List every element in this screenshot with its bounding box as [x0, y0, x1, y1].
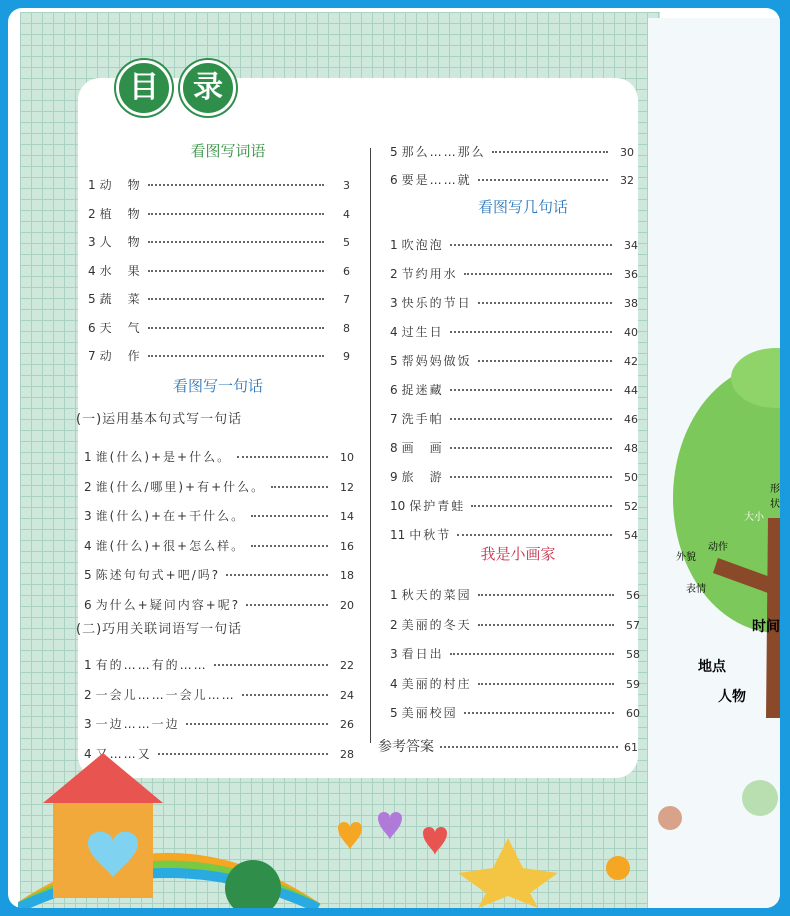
house-roof	[43, 753, 163, 803]
toc-entry-label: 陈述句句式+吧/吗?	[95, 568, 221, 582]
tree-illustration	[648, 18, 780, 908]
toc-entry-label: 谁(什么)+是+什么。	[95, 450, 232, 464]
toc-entry-number: 3	[88, 235, 96, 249]
toc-entry-number: 3	[390, 647, 398, 661]
leader-dots	[464, 273, 612, 275]
toc-entry-page: 9	[343, 350, 350, 363]
toc-entry-page: 6	[343, 264, 350, 278]
toc-entry	[88, 319, 350, 336]
toc-entry-number: 6	[390, 383, 398, 397]
toc-entry-label: 动 作	[99, 349, 142, 363]
tree-label-place: 地点	[698, 659, 726, 675]
toc-entry	[390, 323, 638, 340]
sub-title-basic: (一)运用基本句式写一句话	[76, 412, 243, 427]
toc-entry-label: 要是……就	[401, 173, 472, 187]
toc-entry-label: 美丽校园	[401, 706, 458, 720]
toc-entry	[390, 439, 638, 456]
toc-entry	[88, 205, 350, 222]
toc-entry-label: 旅 游	[401, 470, 444, 484]
toc-entry	[84, 656, 354, 673]
toc-entry	[390, 410, 638, 427]
toc-entry-page: 22	[340, 659, 354, 672]
toc-entry-page: 50	[624, 471, 638, 484]
heart-decoration	[423, 827, 447, 855]
toc-entry-page: 59	[626, 677, 640, 691]
toc-entry	[390, 171, 634, 188]
toc-entry-label: 谁(什么/哪里)+有+什么。	[95, 479, 266, 494]
leader-dots	[457, 534, 612, 536]
tree-label-time: 时间	[752, 619, 780, 635]
toc-entry-page: 40	[624, 326, 638, 339]
toc-entry-page: 52	[624, 500, 638, 513]
toc-entry-page: 24	[340, 688, 354, 702]
toc-entry-number: 8	[390, 441, 398, 455]
toc-entry-number: 7	[88, 349, 96, 363]
toc-entry	[390, 645, 640, 662]
toc-entry-number: 4	[88, 263, 96, 278]
leader-dots	[271, 486, 328, 488]
leader-dots	[148, 213, 324, 215]
toc-entry	[84, 715, 354, 732]
leader-dots	[478, 624, 614, 626]
leader-dots	[471, 505, 612, 507]
toc-entry-page: 8	[343, 321, 350, 335]
toc-entry	[88, 290, 350, 307]
leader-dots	[251, 545, 328, 547]
toc-entry-label: 美丽的冬天	[401, 617, 472, 632]
toc-entry	[390, 352, 638, 369]
tree-label-expression: 表情	[686, 584, 706, 595]
tree-label-size: 大小	[744, 512, 764, 523]
toc-entry	[390, 265, 638, 282]
toc-entry	[390, 526, 638, 543]
toc-entry	[390, 586, 640, 603]
toc-entry-label: 植 物	[99, 206, 142, 221]
toc-entry-number: 4	[390, 676, 398, 691]
toc-entry-page: 3	[343, 179, 350, 192]
toc-entry-page: 58	[626, 648, 640, 661]
toc-entry	[84, 686, 354, 703]
toc-entry	[84, 566, 354, 583]
leader-dots	[464, 712, 614, 714]
book-page-photo	[8, 8, 780, 908]
toc-entry-page: 26	[340, 718, 354, 731]
toc-entry	[84, 596, 354, 613]
toc-entry-page: 44	[624, 384, 638, 397]
toc-entry-number: 2	[390, 617, 398, 632]
toc-entry-label: 帮妈妈做饭	[401, 354, 472, 368]
toc-entry-number: 6	[390, 173, 398, 187]
toc-entry-label: 天 气	[99, 320, 142, 335]
toc-entry-label: 一边……一边	[95, 717, 180, 731]
toc-entry	[88, 176, 350, 193]
toc-entry-number: 5	[84, 568, 92, 582]
toc-entry-page: 10	[340, 451, 354, 464]
toc-entry-number: 3	[390, 296, 398, 310]
toc-entry-page: 20	[340, 598, 354, 612]
toc-entry-label: 节约用水	[401, 267, 458, 281]
toc-entry-number: 4	[390, 325, 398, 339]
toc-entry-number: 1	[390, 238, 398, 252]
toc-entry-page: 4	[343, 207, 350, 221]
toc-entry-page: 28	[340, 747, 354, 761]
flower	[606, 856, 630, 880]
toc-entry-label: 中秋节	[409, 528, 452, 542]
toc-entry-number: 5	[390, 706, 398, 720]
toc-entry-label: 有的……有的……	[95, 658, 208, 672]
toc-entry-label: 动 物	[99, 178, 142, 192]
column-divider	[370, 148, 371, 743]
leader-dots	[148, 327, 324, 329]
leader-dots	[148, 270, 324, 272]
toc-entry-page: 48	[624, 442, 638, 455]
leader-dots	[148, 241, 324, 243]
leader-dots	[478, 594, 614, 596]
toc-entry	[390, 704, 640, 721]
toc-entry-label: 画 画	[401, 441, 444, 455]
leader-dots	[251, 515, 328, 517]
toc-entry-page: 56	[626, 589, 640, 602]
toc-entry-page: 57	[626, 618, 640, 632]
tree-label-shape: 形状	[770, 484, 780, 510]
leader-dots	[450, 389, 612, 391]
right-page	[648, 18, 780, 908]
toc-entry-label: 过生日	[401, 325, 444, 339]
toc-entry-number: 9	[390, 470, 398, 484]
toc-entry	[84, 507, 354, 524]
toc-entry	[84, 448, 354, 465]
toc-entry-number: 2	[84, 687, 92, 702]
toc-entry-number: 6	[88, 320, 96, 335]
title-char-1: 目	[116, 60, 172, 116]
leader-dots	[226, 574, 328, 576]
leader-dots	[237, 456, 328, 458]
leader-dots	[450, 447, 612, 449]
toc-entry-page: 18	[340, 569, 354, 582]
toc-entry-number: 4	[84, 538, 92, 553]
toc-entry-number: 1	[88, 178, 96, 192]
toc-entry-label: 谁(什么)+在+干什么。	[95, 509, 246, 523]
leader-dots	[450, 418, 612, 420]
toc-entry-label: 谁(什么)+很+怎么样。	[95, 538, 246, 553]
heart-decoration	[338, 822, 362, 850]
toc-entry-label: 秋天的菜园	[401, 588, 472, 602]
heart-decoration	[378, 812, 402, 840]
toc-entry	[390, 468, 638, 485]
leader-dots	[450, 476, 612, 478]
toc-entry	[390, 616, 640, 633]
toc-entry	[88, 262, 350, 279]
leader-dots	[478, 683, 614, 685]
toc-entry-label: 又……又	[95, 746, 152, 761]
toc-entry-page: 32	[620, 174, 634, 187]
leader-dots	[450, 331, 612, 333]
section-title-art: 我是小画家	[480, 545, 556, 563]
leader-dots	[214, 664, 328, 666]
toc-entry-number: 1	[84, 450, 92, 464]
leader-dots	[478, 179, 608, 181]
section-title-para: 看图写几句话	[477, 198, 568, 216]
toc-entry-page: 46	[624, 413, 638, 426]
toc-entry-page: 38	[624, 297, 638, 310]
bottom-decoration	[18, 748, 658, 908]
toc-entry-page: 60	[626, 707, 640, 720]
toc-entry	[390, 381, 638, 398]
toc-entry-number: 2	[390, 267, 398, 281]
toc-entry-number: 10	[390, 499, 406, 513]
toc-entry-label: 美丽的村庄	[401, 676, 472, 691]
toc-entry-page: 42	[624, 355, 638, 368]
toc-entry-page: 30	[620, 146, 634, 159]
leader-dots	[492, 151, 608, 153]
leader-dots	[478, 302, 612, 304]
toc-entry-label: 那么……那么	[401, 145, 486, 159]
toc-entry	[390, 675, 640, 692]
toc-entry-number: 4	[84, 746, 92, 761]
toc-entry-number: 3	[84, 509, 92, 523]
toc-entry-number: 1	[84, 658, 92, 672]
reference-answers-page: 61	[624, 741, 638, 754]
toc-entry-number: 11	[390, 528, 406, 542]
toc-entry-number: 2	[84, 479, 92, 494]
toc-entry	[390, 294, 638, 311]
toc-entry	[390, 143, 634, 160]
toc-entry-number: 1	[390, 588, 398, 602]
toc-entry-number: 5	[390, 354, 398, 368]
leader-dots	[148, 298, 324, 300]
toc-entry-page: 7	[343, 293, 350, 306]
toc-entry	[84, 478, 354, 495]
toc-entry	[88, 347, 350, 364]
tree-label-look: 外貌	[676, 552, 696, 563]
toc-entry-page: 5	[343, 236, 350, 249]
toc-entry-page: 34	[624, 239, 638, 252]
leader-dots	[186, 723, 328, 725]
leader-dots	[450, 244, 612, 246]
toc-entry-page: 12	[340, 480, 354, 494]
toc-entry-label: 吹泡泡	[401, 238, 444, 252]
toc-entry-label: 洗手帕	[401, 412, 444, 426]
toc-entry-number: 2	[88, 206, 96, 221]
toc-entry-label: 水 果	[99, 263, 142, 278]
sub-title-conj: (二)巧用关联词语写一句话	[76, 622, 243, 637]
toc-entry	[88, 233, 350, 250]
toc-entry-page: 16	[340, 539, 354, 553]
toc-entry-number: 5	[390, 145, 398, 159]
toc-entry-label: 一会儿……一会儿……	[95, 687, 236, 702]
star-character	[458, 838, 558, 908]
title-char-2: 录	[180, 60, 236, 116]
toc-entry-label: 为什么+疑问内容+呢?	[95, 597, 241, 612]
toc-entry	[84, 537, 354, 554]
toc-entry-label: 捉迷藏	[401, 383, 444, 397]
section-title-sentence: 看图写一句话	[172, 377, 263, 395]
small-tree	[742, 780, 778, 816]
section-title-words: 看图写词语	[190, 142, 266, 160]
toc-entry-page: 54	[624, 529, 638, 542]
toc-entry-number: 7	[390, 412, 398, 426]
toc-entry-page: 14	[340, 510, 354, 523]
tree-label-person: 人物	[718, 689, 746, 705]
toc-entry-label: 看日出	[401, 647, 444, 661]
toc-entry-page: 36	[624, 268, 638, 281]
toc-entry-number: 5	[88, 292, 96, 306]
leader-dots	[148, 184, 324, 186]
toc-entry-number: 3	[84, 717, 92, 731]
toc-entry	[390, 497, 638, 514]
leader-dots	[242, 694, 328, 696]
toc-entry-number: 6	[84, 597, 92, 612]
toc-entry	[390, 236, 638, 253]
leader-dots	[450, 653, 614, 655]
tree-label-action: 动作	[708, 542, 728, 553]
reference-answers-label: 参考答案	[378, 739, 434, 755]
leader-dots	[148, 355, 324, 357]
toc-entry-label: 保护青蛙	[409, 499, 466, 513]
small-tree-brown	[658, 806, 682, 830]
leader-dots	[246, 604, 328, 606]
leader-dots	[478, 360, 612, 362]
toc-entry-label: 蔬 菜	[99, 292, 142, 306]
toc-entry-label: 快乐的节日	[401, 296, 472, 310]
toc-entry-label: 人 物	[99, 235, 142, 249]
